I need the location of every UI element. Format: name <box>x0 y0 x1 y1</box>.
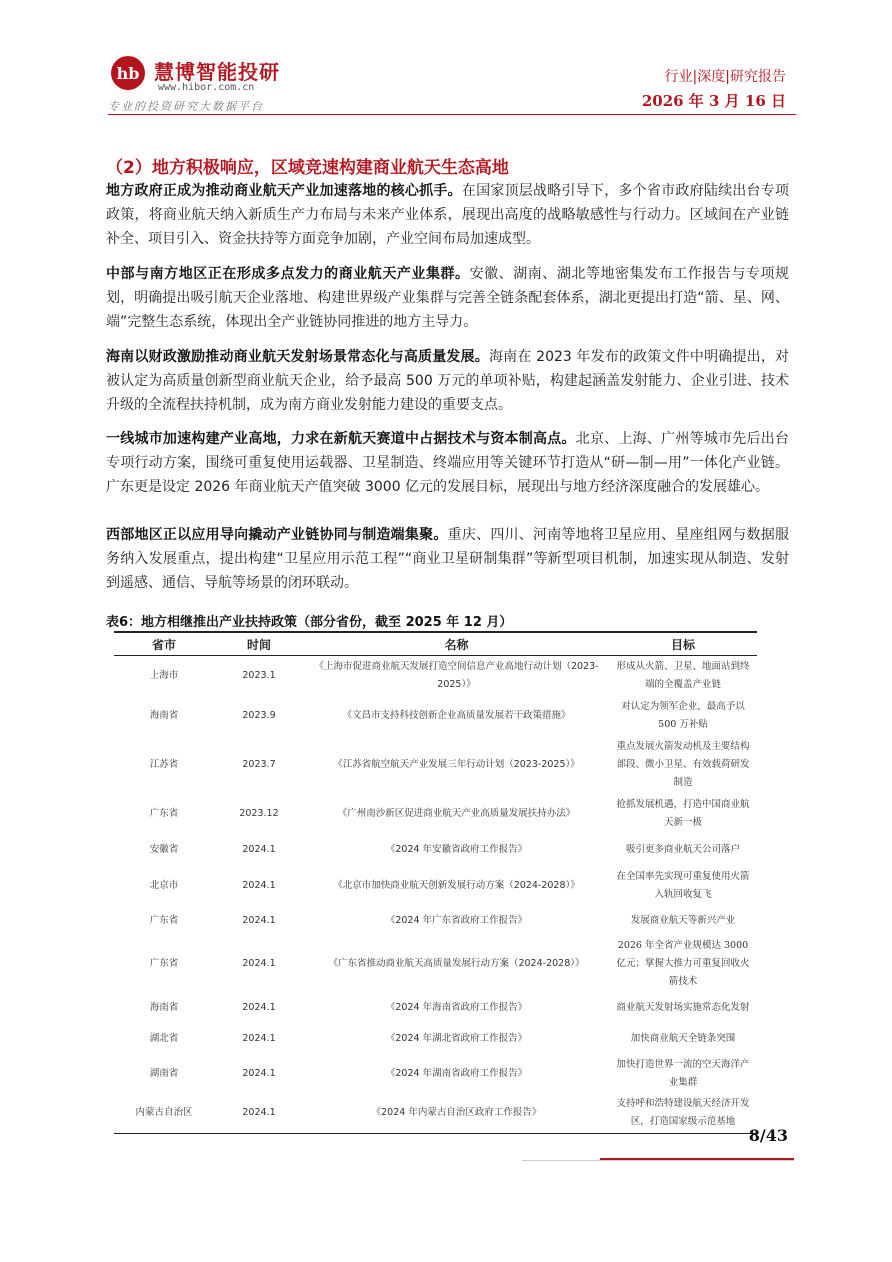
paragraph-body: 北京、上海、广州等城市先后出台专项行动方案，围绕可重复使用运载器、卫星制造、终端应用等关键环节打造从“研—制—用”一体化产业链。广东更是设定 2026 年商业航天产值突破 3000 亿元的发展目标，展现出与地方经济深度融合的发展雄心。 <box>106 431 790 495</box>
paragraph-lead: 海南以财政激励推动商业航天发射场景常态化与高质量发展。 <box>106 349 489 365</box>
cell-goal: 在全国率先实现可重复使用火箭入轨回收复飞 <box>616 870 750 900</box>
paragraph-body: 海南在 2023 年发布的政策文件中明确提出，对被认定为高质量创新型商业航天企业，给予最高 500 万元的单项补贴，构建起涵盖发射能力、企业引进、技术升级的全流程扶持机制，成为南方商业发射能力建设的重要支点。 <box>106 349 790 413</box>
table-row <box>114 656 757 696</box>
paragraph-lead: 西部地区正以应用导向撬动产业链协同与制造端集聚。 <box>106 527 448 543</box>
paragraph-3 <box>106 345 789 417</box>
cell-province: 上海市 <box>149 669 179 681</box>
paragraph-body: 在国家顶层战略引导下，多个省市政府陆续出台专项政策，将商业航天纳入新质生产力布局与未来产业体系，展现出高度的战略敏感性与行动力。区域间在产业链补全、项目引入、资金扶持等方面竞争加剧，产业空间布局加速成型。 <box>106 183 790 247</box>
cell-time: 2023.12 <box>239 807 279 819</box>
table-row <box>114 866 757 906</box>
cell-province: 海南省 <box>149 709 179 721</box>
table-row <box>114 736 757 794</box>
cell-province: 内蒙古自治区 <box>114 1094 214 1134</box>
paragraph-1 <box>106 179 789 251</box>
cell-goal: 商业航天发射场实施常态化发射 <box>616 1001 750 1013</box>
cell-province: 广东省 <box>149 914 179 926</box>
paragraph-body: 安徽、湖南、湖北等地密集发布工作报告与专项规划，明确提出吸引航天企业落地、构建世界级产业集群与完善全链条配套体系，湖北更提出打造“箭、星、网、端”完整生态系统，体现出全产业链协同推进的地方主导力。 <box>106 266 790 330</box>
cell-time: 2023.9 <box>242 709 276 721</box>
cell-province: 安徽省 <box>149 843 179 855</box>
policy-table <box>114 631 757 1134</box>
cell-name: 《上海市促进商业航天发展打造空间信息产业高地行动计划（2023-2025）》 <box>314 660 599 690</box>
page-number: 8/43 <box>748 1126 788 1145</box>
cell-time: 2024.1 <box>242 843 276 855</box>
cell-goal: 加快商业航天全链条突围 <box>630 1032 736 1044</box>
logo-text: 慧博智能投研 <box>154 60 280 84</box>
table-title: 表6：地方相继推出产业扶持政策（部分省份，截至 2025 年 12 月） <box>106 615 513 630</box>
footer-divider-grey <box>522 1160 794 1161</box>
table-row <box>114 696 757 736</box>
report-category: 行业|深度|研究报告 <box>664 69 786 85</box>
cell-time: 2024.1 <box>214 1094 304 1134</box>
cell-goal: 发展商业航天等新兴产业 <box>630 914 736 926</box>
cell-time: 2024.1 <box>242 914 276 926</box>
cell-province: 北京市 <box>149 879 179 891</box>
cell-name: 《2024 年湖北省政府工作报告》 <box>385 1032 528 1044</box>
cell-time: 2023.1 <box>242 669 276 681</box>
table-body <box>114 656 757 1134</box>
footer-divider-red <box>600 1158 794 1160</box>
cell-name: 《广东省推动商业航天高质量发展行动方案（2024-2028）》 <box>328 957 585 969</box>
cell-province: 江苏省 <box>149 758 179 770</box>
cell-goal: 加快打造世界一流的空天海洋产业集群 <box>616 1058 750 1088</box>
page-header <box>0 0 892 140</box>
cell-time: 2024.1 <box>242 879 276 891</box>
cell-goal: 支持呼和浩特建设航天经济开发区，打造国家级示范基地 <box>609 1094 757 1134</box>
cell-goal: 对认定为领军企业，最高予以 500 万补贴 <box>621 700 745 730</box>
cell-province: 广东省 <box>149 807 179 819</box>
cell-time: 2023.7 <box>242 758 276 770</box>
cell-time: 2024.1 <box>242 1001 276 1013</box>
cell-name: 《广州南沙新区促进商业航天产业高质量发展扶持办法》 <box>337 807 576 819</box>
table-row <box>114 1024 757 1054</box>
cell-name: 《江苏省航空航天产业发展三年行动计划（2023-2025）》 <box>333 758 580 770</box>
cell-goal: 吸引更多商业航天公司落户 <box>625 843 740 855</box>
section-title: （2）地方积极响应，区域竞速构建商业航天生态高地 <box>106 158 509 178</box>
logo-slogan: 专业的投资研究大数据平台 <box>108 100 264 113</box>
cell-province: 湖北省 <box>149 1032 179 1044</box>
paragraph-lead: 地方政府正成为推动商业航天产业加速落地的核心抓手。 <box>106 183 462 199</box>
logo-url[interactable]: www.hibor.com.cn <box>158 82 255 93</box>
report-date: 2026 年 3 月 16 日 <box>641 92 786 110</box>
cell-province: 广东省 <box>149 957 179 969</box>
cell-name: 《北京市加快商业航天创新发展行动方案（2024-2028）》 <box>333 879 580 891</box>
header-divider <box>108 114 796 115</box>
header-province: 省市 <box>114 632 214 656</box>
table-row <box>114 1094 757 1134</box>
hibor-logo-icon <box>110 55 150 91</box>
table-row <box>114 906 757 936</box>
cell-name: 《文昌市支持科技创新企业高质量发展若干政策措施》 <box>342 709 571 721</box>
paragraph-lead: 一线城市加速构建产业高地，力求在新航天赛道中占据技术与资本制高点。 <box>106 431 576 447</box>
cell-name: 《2024 年海南省政府工作报告》 <box>385 1001 528 1013</box>
table-row <box>114 834 757 866</box>
table-row <box>114 936 757 992</box>
cell-province: 湖南省 <box>149 1067 179 1079</box>
header-name: 名称 <box>304 632 609 656</box>
paragraph-5 <box>106 523 789 595</box>
cell-name: 《2024 年湖南省政府工作报告》 <box>385 1067 528 1079</box>
table-row <box>114 794 757 834</box>
cell-time: 2024.1 <box>242 957 276 969</box>
table-row <box>114 1054 757 1094</box>
cell-goal: 抢抓发展机遇，打造中国商业航天新一极 <box>616 798 750 828</box>
cell-goal: 形成从火箭、卫星、地面站到终端的全覆盖产业链 <box>616 660 750 690</box>
cell-name: 《2024 年广东省政府工作报告》 <box>385 914 528 926</box>
header-goal: 目标 <box>609 632 757 656</box>
header-time: 时间 <box>214 632 304 656</box>
cell-goal: 2026 年全省产业规模达 3000 亿元；掌握大推力可重复回收火箭技术 <box>616 939 750 987</box>
table-header-row <box>114 632 757 656</box>
table-row <box>114 992 757 1024</box>
svg-text:hb: hb <box>116 64 140 83</box>
cell-time: 2024.1 <box>242 1032 276 1044</box>
paragraph-lead: 中部与南方地区正在形成多点发力的商业航天产业集群。 <box>106 266 470 282</box>
paragraph-2 <box>106 262 789 334</box>
paragraph-body: 重庆、四川、河南等地将卫星应用、星座组网与数据服务纳入发展重点，提出构建“卫星应用示范工程”“商业卫星研制集群”等新型项目机制，加速实现从制造、发射到遥感、通信、导航等场景的闭环联动。 <box>106 527 790 591</box>
cell-time: 2024.1 <box>242 1067 276 1079</box>
paragraph-4 <box>106 427 789 499</box>
cell-province: 海南省 <box>149 1001 179 1013</box>
cell-name: 《2024 年内蒙古自治区政府工作报告》 <box>304 1094 609 1134</box>
cell-name: 《2024 年安徽省政府工作报告》 <box>385 843 528 855</box>
cell-goal: 重点发展火箭发动机及主要结构部段、微小卫星、有效载荷研发制造 <box>616 740 750 788</box>
